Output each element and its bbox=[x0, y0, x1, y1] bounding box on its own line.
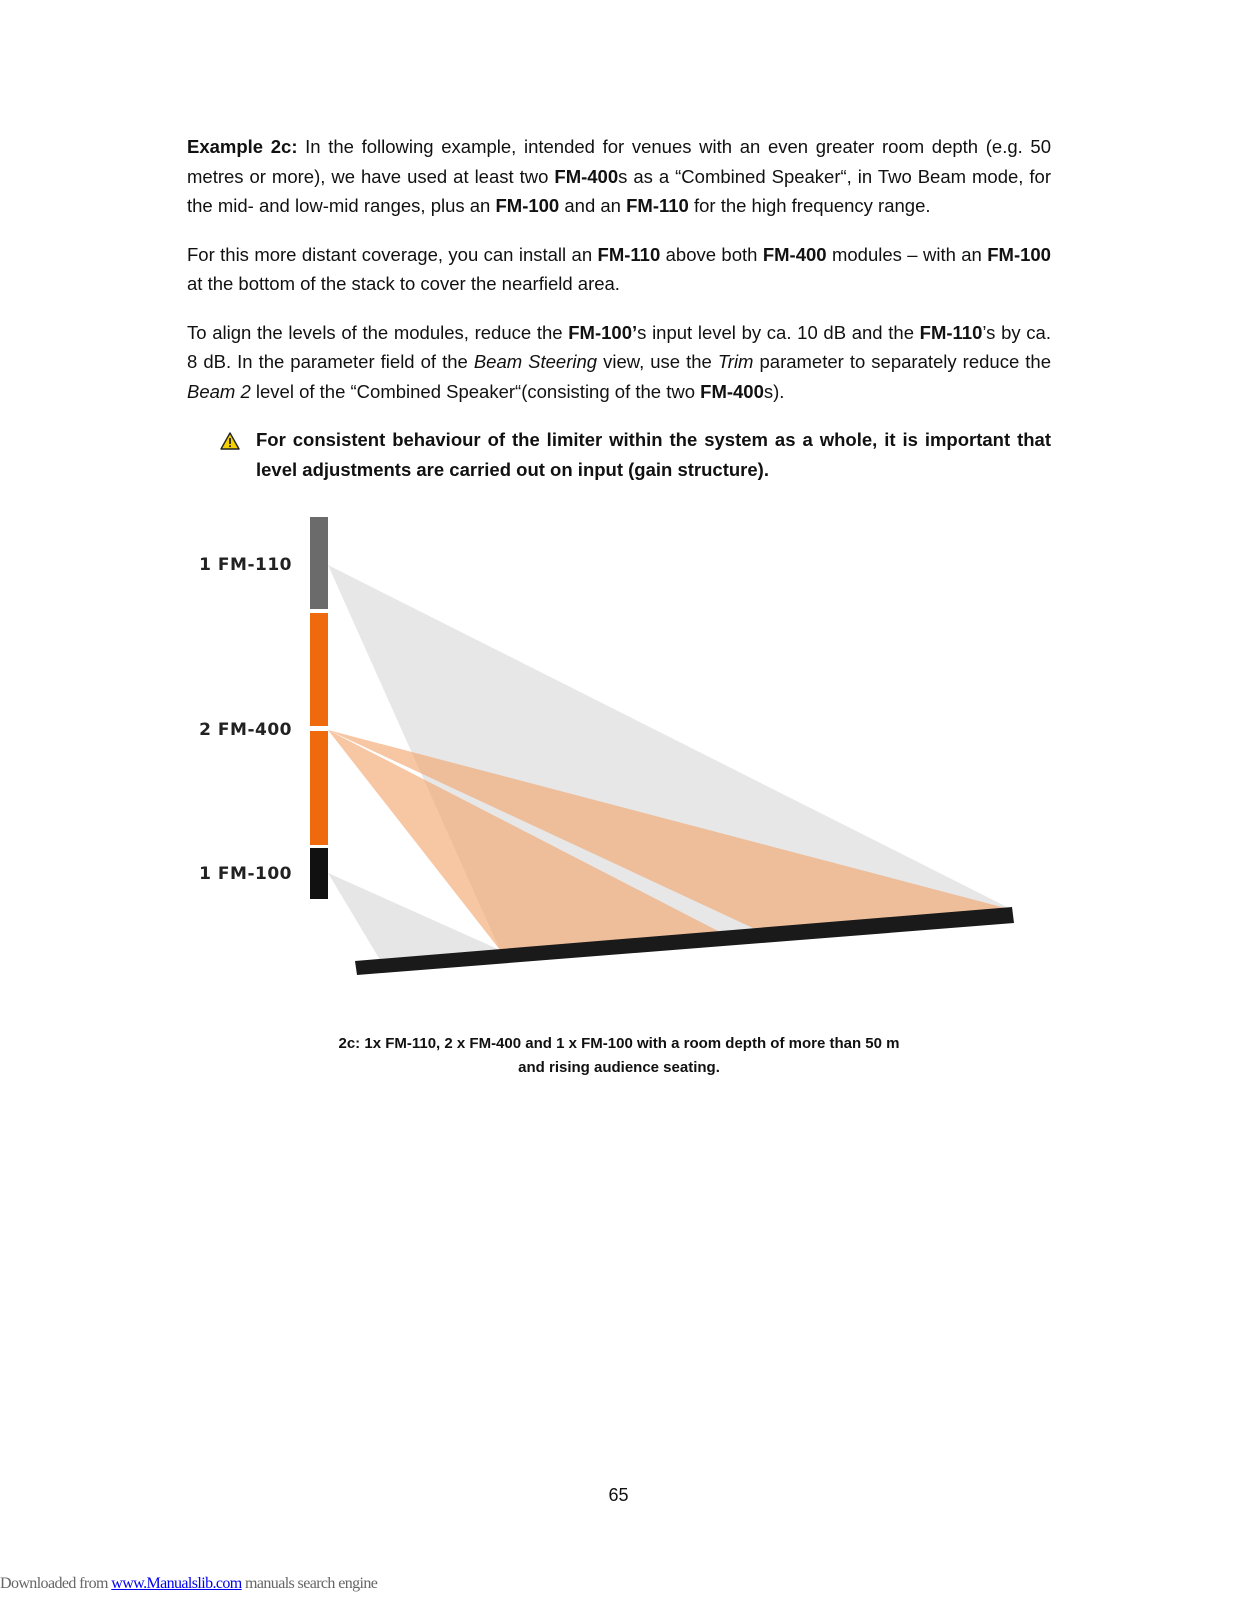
fm400-module-bottom bbox=[310, 731, 328, 845]
fm100-module bbox=[310, 848, 328, 899]
label-fm110: 1 FM-110 bbox=[199, 555, 292, 575]
fm400-module-top bbox=[310, 613, 328, 726]
label-fm400: 2 FM-400 bbox=[199, 720, 292, 740]
body-text bbox=[187, 132, 1051, 425]
caption-line-1: 2c: 1x FM-110, 2 x FM-400 and 1 x FM-100 with a room depth of more than 50 m bbox=[338, 1035, 900, 1052]
paragraph-align-levels: To align the levels of the modules, reduce the FM-100’s input level by ca. 10 dB and the FM-110’s by ca. 8 dB. In the parameter field of the Beam Steering view, use the Trim parameter to separately reduce the Beam 2 level of the “Combined Speaker“(consisting of the two FM-400s). bbox=[187, 321, 1051, 402]
warning-text: For consistent behaviour of the limiter within the system as a whole, it is important that level adjustments are carried out on input (gain structure). bbox=[256, 429, 1051, 480]
download-footer: Downloaded from www.Manualslib.com manuals search engine bbox=[0, 1575, 378, 1592]
example-label: Example 2c: bbox=[187, 136, 298, 157]
figure-caption bbox=[187, 1032, 1051, 1080]
warning-note bbox=[220, 425, 1051, 484]
caption-line-2: and rising audience seating. bbox=[518, 1059, 720, 1076]
coverage-diagram bbox=[190, 515, 1050, 995]
manualslib-link[interactable]: www.Manualslib.com bbox=[111, 1575, 242, 1592]
fm110-module bbox=[310, 517, 328, 609]
paragraph-distant-coverage: For this more distant coverage, you can install an FM-110 above both FM-400 modules – with an FM-100 at the bottom of the stack to cover the nearfield area. bbox=[187, 243, 1051, 294]
page-number: 65 bbox=[608, 1485, 629, 1505]
warning-triangle-icon bbox=[220, 432, 240, 450]
paragraph-example-2c: Example 2c: In the following example, intended for venues with an even greater room depth (e.g. 50 metres or more), we have used at least two FM-400s as a “Combined Speaker“, in Two Beam mode, for the mid- and low-mid ranges, plus an FM-100 and an FM-110 for the high frequency range. bbox=[187, 136, 1052, 216]
label-fm100: 1 FM-100 bbox=[199, 864, 292, 884]
